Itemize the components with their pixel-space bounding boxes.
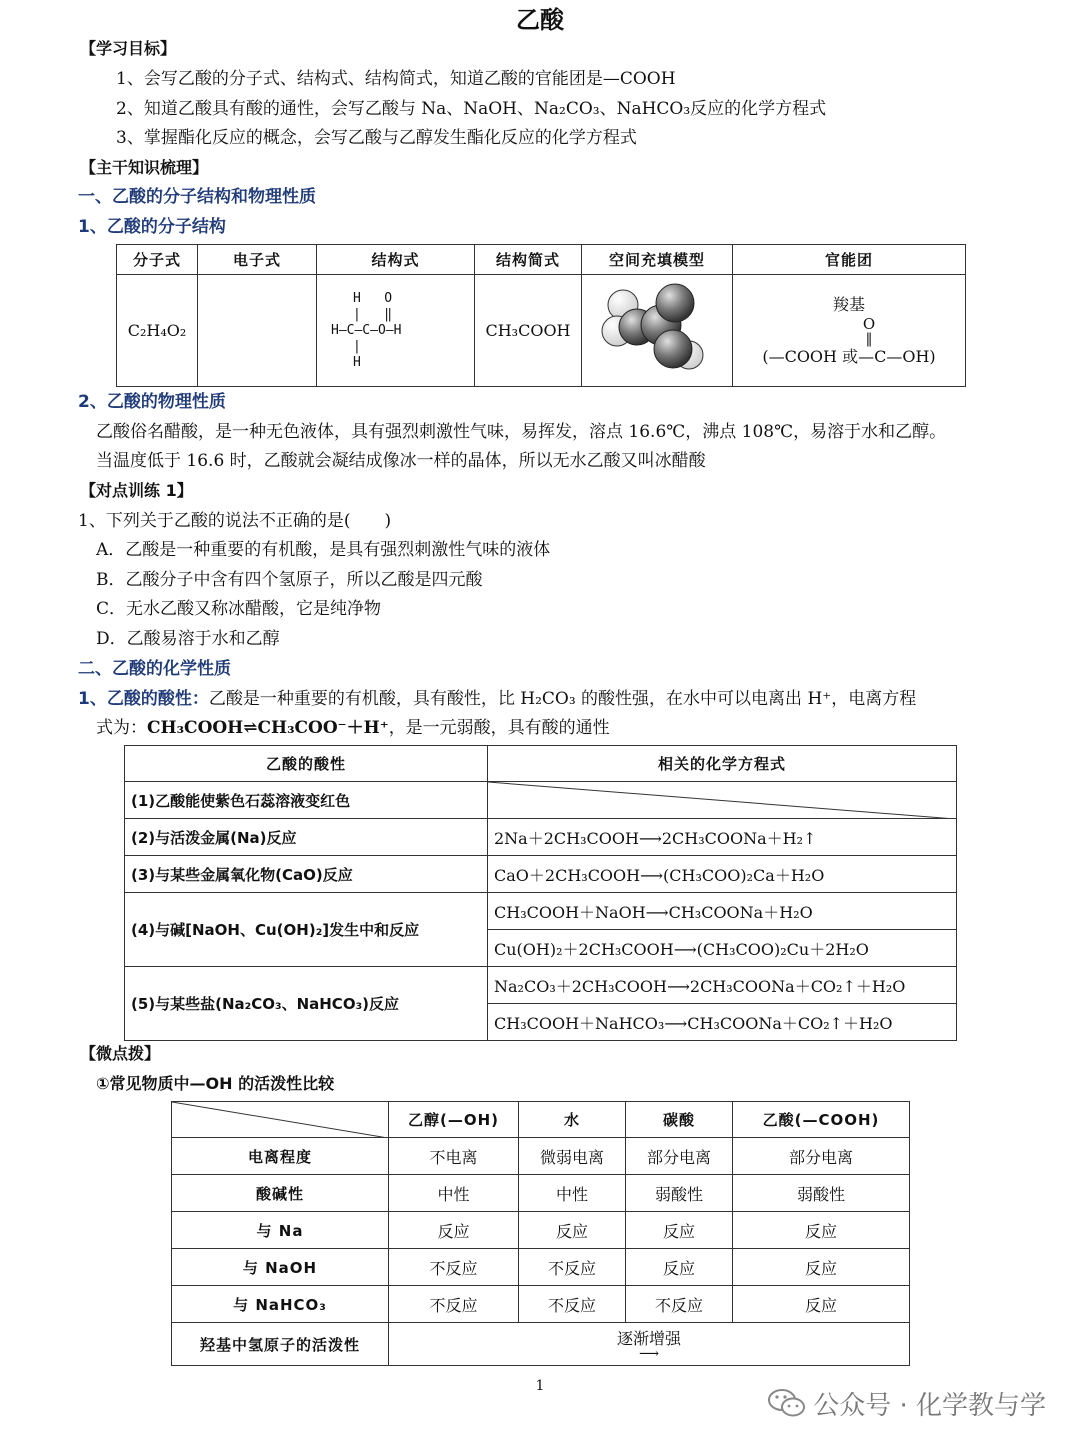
col-header: 乙酸(—COOH): [733, 1102, 910, 1138]
cell: 反应: [626, 1249, 733, 1286]
empty-diagonal-cell: [488, 782, 957, 819]
section1-sub1: 1、乙酸的分子结构: [78, 217, 226, 237]
acid-text: 乙酸是一种重要的有机酸，具有酸性，比 H₂CO₃ 的酸性强，在水中可以电离出 H⁺，电离方程: [208, 689, 917, 709]
cell: 反应: [733, 1212, 910, 1249]
practice-question: 1、下列关于乙酸的说法不正确的是( ): [78, 511, 392, 531]
col-header: 电子式: [198, 245, 317, 275]
main-header: 【主干知识梳理】: [80, 158, 209, 177]
cell: 反应: [389, 1212, 519, 1249]
cell: 不反应: [519, 1286, 626, 1323]
practice-header: 【对点训练 1】: [80, 481, 193, 500]
cell: 不电离: [389, 1138, 519, 1175]
cell: 中性: [519, 1175, 626, 1212]
wechat-icon: [767, 1387, 807, 1426]
acid-text-pre: 式为：: [96, 718, 147, 738]
row-label: 与 NaHCO₃: [172, 1286, 389, 1323]
practice-option: B．乙酸分子中含有四个氢原子，所以乙酸是四元酸: [96, 570, 483, 590]
equation: CH₃COOH＋NaOH⟶CH₃COONa＋H₂O: [488, 893, 957, 930]
struct-mid: H—C—C—O—H: [331, 322, 402, 338]
goal-item: 1、会写乙酸的分子式、结构式、结构简式，知道乙酸的官能团是—COOH: [116, 69, 676, 89]
col-header: 空间充填模型: [582, 245, 733, 275]
struct-bot: H: [353, 354, 361, 370]
cell: 中性: [389, 1175, 519, 1212]
phys-text: 乙酸俗名醋酸，是一种无色液体，具有强烈刺激性气味，易挥发，溶点 16.6℃，沸点 108℃，易溶于水和乙醇。: [96, 422, 947, 442]
row-label: 与 NaOH: [172, 1249, 389, 1286]
col-header: 官能团: [733, 245, 966, 275]
space-filling-model-image: [597, 281, 717, 377]
acidity-prop: (5)与某些盐(Na₂CO₃、NaHCO₃)反应: [125, 967, 488, 1041]
equation: CaO＋2CH₃COOH⟶(CH₃COO)₂Ca＋H₂O: [488, 856, 957, 893]
row-label: 电离程度: [172, 1138, 389, 1175]
acid-paragraph: [78, 688, 916, 710]
section2-title: 二、乙酸的化学性质: [78, 659, 231, 679]
section1-title: 一、乙酸的分子结构和物理性质: [78, 187, 316, 207]
col-header: 结构式: [317, 245, 475, 275]
structural-formula: H O | ‖ H—C—C—O—H | H: [317, 275, 475, 387]
section1-sub2: 2、乙酸的物理性质: [78, 392, 226, 412]
increasing-cell: [389, 1323, 910, 1366]
col-header: 乙醇(—OH): [389, 1102, 519, 1138]
corner-diagonal-cell: [172, 1102, 389, 1138]
cell: 不反应: [389, 1286, 519, 1323]
acidity-prop: (4)与碱[NaOH、Cu(OH)₂]发生中和反应: [125, 893, 488, 967]
equation: CH₃COOH＋NaHCO₃⟶CH₃COONa＋CO₂↑＋H₂O: [488, 1004, 957, 1041]
goal-item: 3、掌握酯化反应的概念，会写乙酸与乙醇发生酯化反应的化学方程式: [116, 128, 637, 148]
functional-group: 羧基 O ‖ (—COOH 或—C—OH): [733, 275, 966, 387]
struct-top: H O: [353, 290, 393, 306]
col-header: 碳酸: [626, 1102, 733, 1138]
tip-sub: ①常见物质中—OH 的活泼性比较: [96, 1074, 335, 1093]
cell: 部分电离: [626, 1138, 733, 1175]
equation: Na₂CO₃＋2CH₃COOH⟶2CH₃COONa＋CO₂↑＋H₂O: [488, 967, 957, 1004]
phys-text: 当温度低于 16.6 时，乙酸就会凝结成像冰一样的晶体，所以无水乙酸又叫冰醋酸: [96, 451, 706, 471]
right-arrow-icon: ⟶: [638, 1346, 660, 1362]
cell: 反应: [733, 1249, 910, 1286]
acidity-table: [124, 745, 957, 1041]
col-header: 水: [519, 1102, 626, 1138]
cell: 反应: [519, 1212, 626, 1249]
group-formula: (—COOH 或—C—OH): [762, 346, 936, 366]
page-title: 乙酸: [516, 6, 564, 34]
acidity-prop: (2)与活泼金属(Na)反应: [125, 819, 488, 856]
cell: 弱酸性: [733, 1175, 910, 1212]
electron-formula: [198, 275, 317, 387]
col-header: 结构简式: [475, 245, 582, 275]
group-name: 羧基: [832, 294, 865, 314]
acid-label: 1、乙酸的酸性：: [78, 689, 209, 709]
acid-paragraph-2: [96, 717, 610, 739]
acidity-prop: (3)与某些金属氧化物(CaO)反应: [125, 856, 488, 893]
structure-table: [116, 244, 966, 387]
equation: 2Na＋2CH₃COOH⟶2CH₃COONa＋H₂↑: [488, 819, 957, 856]
cell: 微弱电离: [519, 1138, 626, 1175]
molecular-formula: C₂H₄O₂: [117, 275, 198, 387]
goal-item: 2、知道乙酸具有酸的通性，会写乙酸与 Na、NaOH、Na₂CO₃、NaHCO₃反应的化学方程式: [116, 99, 827, 119]
ionization-equation: CH₃COOH⇌CH₃COO⁻＋H⁺: [147, 718, 389, 738]
page-number: 1: [535, 1378, 545, 1394]
tip-header: 【微点拨】: [80, 1044, 161, 1063]
cell: 不反应: [626, 1286, 733, 1323]
cell: 部分电离: [733, 1138, 910, 1175]
practice-option: A．乙酸是一种重要的有机酸，是具有强烈刺激性气味的液体: [96, 540, 551, 560]
cell: 反应: [733, 1286, 910, 1323]
watermark: [767, 1385, 1046, 1426]
row-label: 与 Na: [172, 1212, 389, 1249]
practice-option: D．乙酸易溶于水和乙醇: [96, 629, 280, 649]
cell: 不反应: [389, 1249, 519, 1286]
practice-option: C．无水乙酸又称冰醋酸，它是纯净物: [96, 599, 382, 619]
cell: 反应: [626, 1212, 733, 1249]
cell: 弱酸性: [626, 1175, 733, 1212]
acidity-prop: (1)乙酸能使紫色石蕊溶液变红色: [125, 782, 488, 819]
goals-header: 【学习目标】: [80, 39, 177, 58]
row-label: 羟基中氢原子的活泼性: [172, 1323, 389, 1366]
acid-text-post: ，是一元弱酸，具有酸的通性: [388, 718, 610, 738]
equation: Cu(OH)₂＋2CH₃COOH⟶(CH₃COO)₂Cu＋2H₂O: [488, 930, 957, 967]
col-header: 相关的化学方程式: [488, 746, 957, 782]
space-filling-model: [582, 275, 733, 387]
oh-comparison-table: [171, 1101, 910, 1366]
cell: 不反应: [519, 1249, 626, 1286]
simple-formula: CH₃COOH: [475, 275, 582, 387]
watermark-text: 公众号 · 化学教与学: [813, 1391, 1046, 1421]
col-header: 分子式: [117, 245, 198, 275]
increasing-label: 逐渐增强: [616, 1329, 681, 1348]
col-header: 乙酸的酸性: [125, 746, 488, 782]
row-label: 酸碱性: [172, 1175, 389, 1212]
group-o: O: [862, 314, 876, 333]
